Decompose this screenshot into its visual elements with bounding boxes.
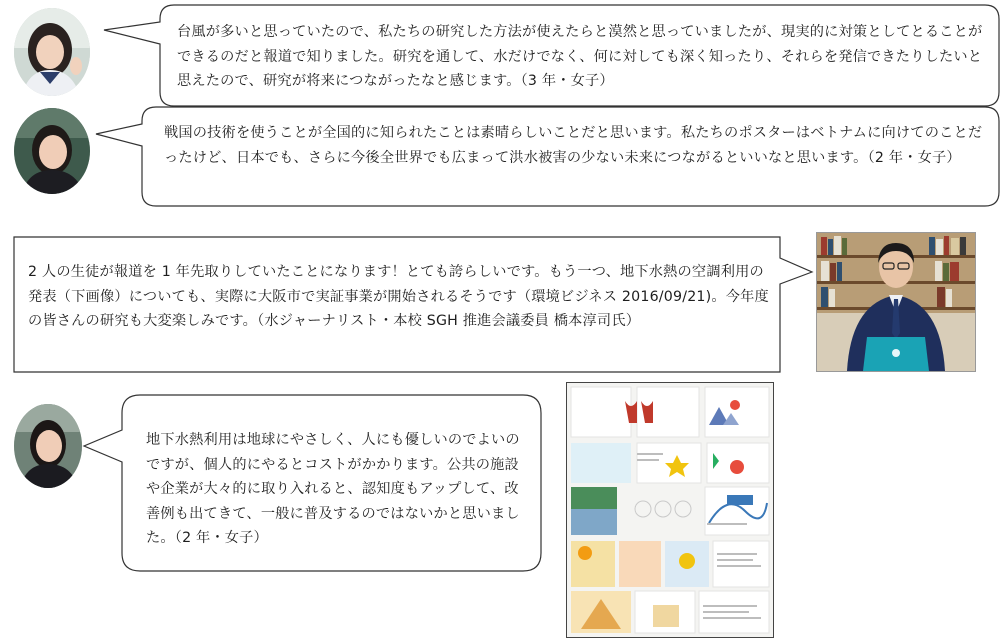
comment-text-1: 台風が多いと思っていたので、私たちの研究した方法が使えたらと漠然と思っていましたが、現実的に対策としてとることができるのだと報道で知りました。研究を通して、水だけでなく、何に対しても深く知ったり、それらを発信できたりしたいと思えたので、研究が将来につながったなと感じます。（3 年・女子） — [177, 24, 983, 89]
comment-text-4: 地下水熱利用は地球にやさしく、人にも優しいのでよいのですが、個人的にやるとコストがかかります。公共の施設や企業が大々的に取り入れると、認知度もアップして、改善例も出てきて、一般に普及するのではないかと思いました。（2 年・女子） — [146, 432, 520, 546]
comment-text-2: 戦国の技術を使うことが全国的に知られたことは素晴らしいことだと思います。私たちのポスターはベトナムに向けてのことだったけど、日本でも、さらに今後全世界でも広まって洪水被害の少ない未来につながるといいなと思います。（2 年・女子） — [164, 125, 983, 166]
poster-collage — [567, 383, 773, 637]
research-poster-image — [566, 382, 774, 638]
comment-text-teacher: 2 人の生徒が報道を 1 年先取りしていたことになります！とても誇らしいです。もう一つ、地下水熱の空調利用の発表（下画像）についても、実際に大阪市で実証事業が開始されるそうです（環境ビジネス 2016/09/21)。今年度の皆さんの研究も大変楽しみです。（水ジャーナリスト・本校 SGH 推進会議委員 橋本淳司氏） — [28, 264, 769, 329]
